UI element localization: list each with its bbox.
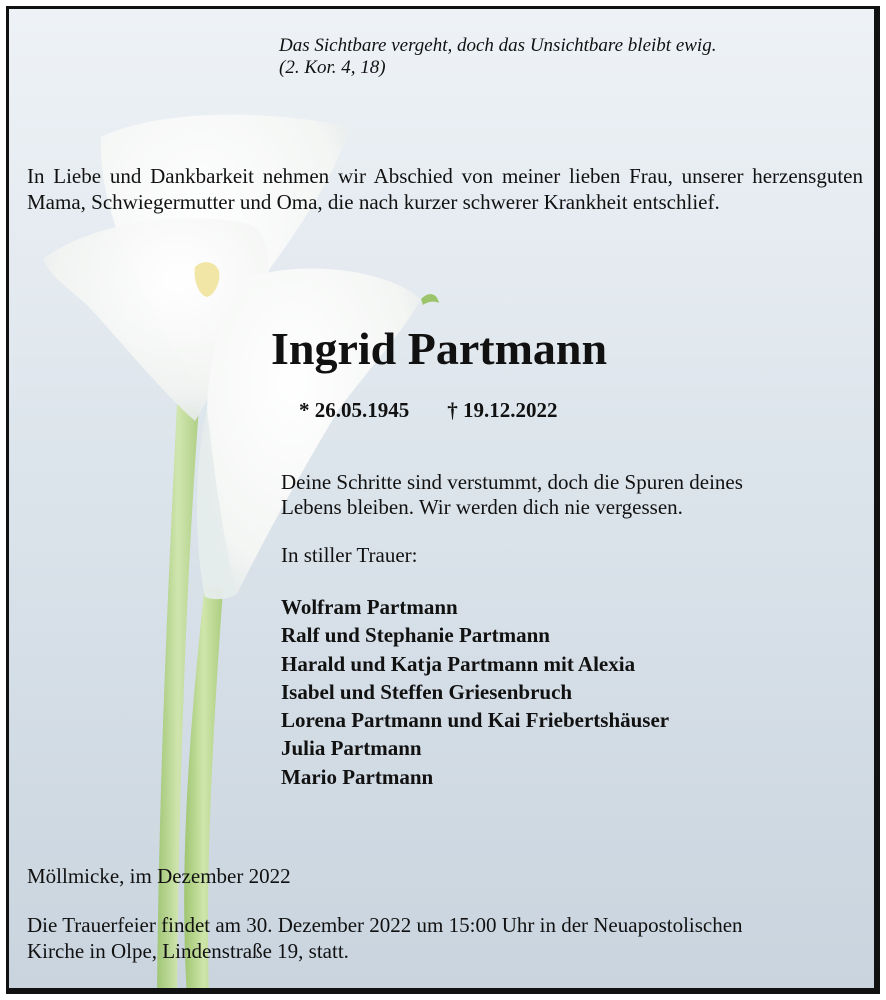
funeral-line-2: Kirche in Olpe, Lindenstraße 19, statt. — [27, 939, 349, 963]
birth-date: * 26.05.1945 — [299, 398, 410, 422]
deceased-name: Ingrid Partmann — [271, 323, 608, 374]
mourner-name: Julia Partmann — [281, 736, 422, 761]
quote-text: Das Sichtbare vergeht, doch das Unsichtbare bleibt ewig. — [279, 35, 717, 56]
obituary-card — [6, 6, 880, 994]
place-date: Möllmicke, im Dezember 2022 — [27, 864, 291, 888]
mourner-name: Harald und Katja Partmann mit Alexia — [281, 651, 636, 676]
mourner-name: Lorena Partmann und Kai Friebertshäuser — [281, 708, 670, 733]
memorial-verse — [281, 470, 743, 520]
mourner-name: Wolfram Partmann — [281, 595, 458, 619]
mourner-name: Ralf und Stephanie Partmann — [281, 623, 550, 648]
funeral-notice — [27, 912, 743, 964]
mourner-name: Isabel und Steffen Griesenbruch — [281, 679, 573, 704]
bible-quote — [279, 35, 716, 79]
death-date: † 19.12.2022 — [447, 398, 558, 422]
life-dates — [299, 397, 558, 423]
intro-text: In Liebe und Dankbarkeit nehmen wir Abschied von meiner lieben Frau, unserer herzensguten Mama, Schwiegermutter und Oma, die nach kurzer schwerer Krankheit entschlief. — [27, 164, 863, 214]
funeral-line-1: Die Trauerfeier findet am 30. Dezember 2022 um 15:00 Uhr in der Neuapostolischen — [27, 913, 743, 937]
verse-line-1: Deine Schritte sind verstummt, doch die Spuren deines — [281, 470, 743, 494]
mourning-label: In stiller Trauer: — [281, 543, 418, 567]
quote-reference: (2. Kor. 4, 18) — [279, 57, 386, 78]
verse-line-2: Lebens bleiben. Wir werden dich nie vergessen. — [281, 495, 683, 519]
mourner-name: Mario Partmann — [281, 764, 434, 789]
mourners-list — [281, 593, 669, 791]
